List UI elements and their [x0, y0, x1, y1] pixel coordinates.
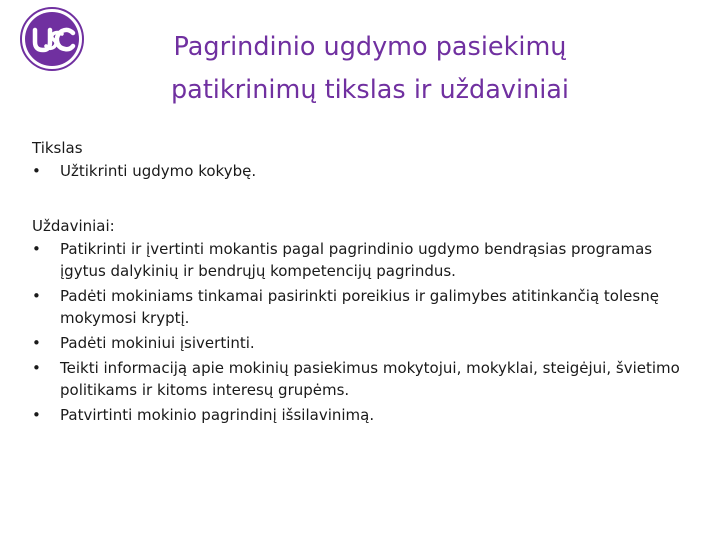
bullet-icon: • [32, 406, 41, 424]
goal-heading: Tikslas [32, 139, 83, 157]
task-text: Teikti informaciją apie mokinių pasiekimus mokytojui, mokyklai, steigėjui, švietimo politikams ir kitoms interesų grupėms. [60, 359, 680, 399]
task-text: Patikrinti ir įvertinti mokantis pagal pagrindinio ugdymo bendrąsias programas įgytus dalykinių ir bendrųjų kompetencijų pagrindus. [60, 240, 653, 280]
task-text: Padėti mokiniui įsivertinti. [60, 334, 255, 352]
tasks-list [32, 238, 682, 426]
title-line-2: patikrinimų tikslas ir uždaviniai [171, 75, 569, 105]
bullet-icon: • [32, 359, 41, 377]
bullet-icon: • [32, 240, 41, 258]
bullet-icon: • [32, 334, 41, 352]
task-text: Patvirtinti mokinio pagrindinį išsilavinimą. [60, 406, 375, 424]
list-item [32, 357, 682, 401]
list-item [32, 404, 682, 426]
bullet-icon: • [32, 287, 41, 305]
title-line-1: Pagrindinio ugdymo pasiekimų [173, 32, 567, 62]
list-item [32, 332, 682, 354]
goal-text: Užtikrinti ugdymo kokybę. [60, 162, 257, 180]
list-item [32, 238, 682, 282]
list-item [32, 160, 682, 182]
usc-logo-icon [19, 6, 85, 72]
goal-list [32, 160, 682, 182]
tasks-heading: Uždaviniai: [32, 217, 115, 235]
task-text: Padėti mokiniams tinkamai pasirinkti poreikius ir galimybes atitinkančią tolesnę mokymosi kryptį. [60, 287, 659, 327]
list-item [32, 285, 682, 329]
slide-body [32, 137, 682, 429]
page-title [110, 26, 630, 112]
bullet-icon: • [32, 162, 41, 180]
